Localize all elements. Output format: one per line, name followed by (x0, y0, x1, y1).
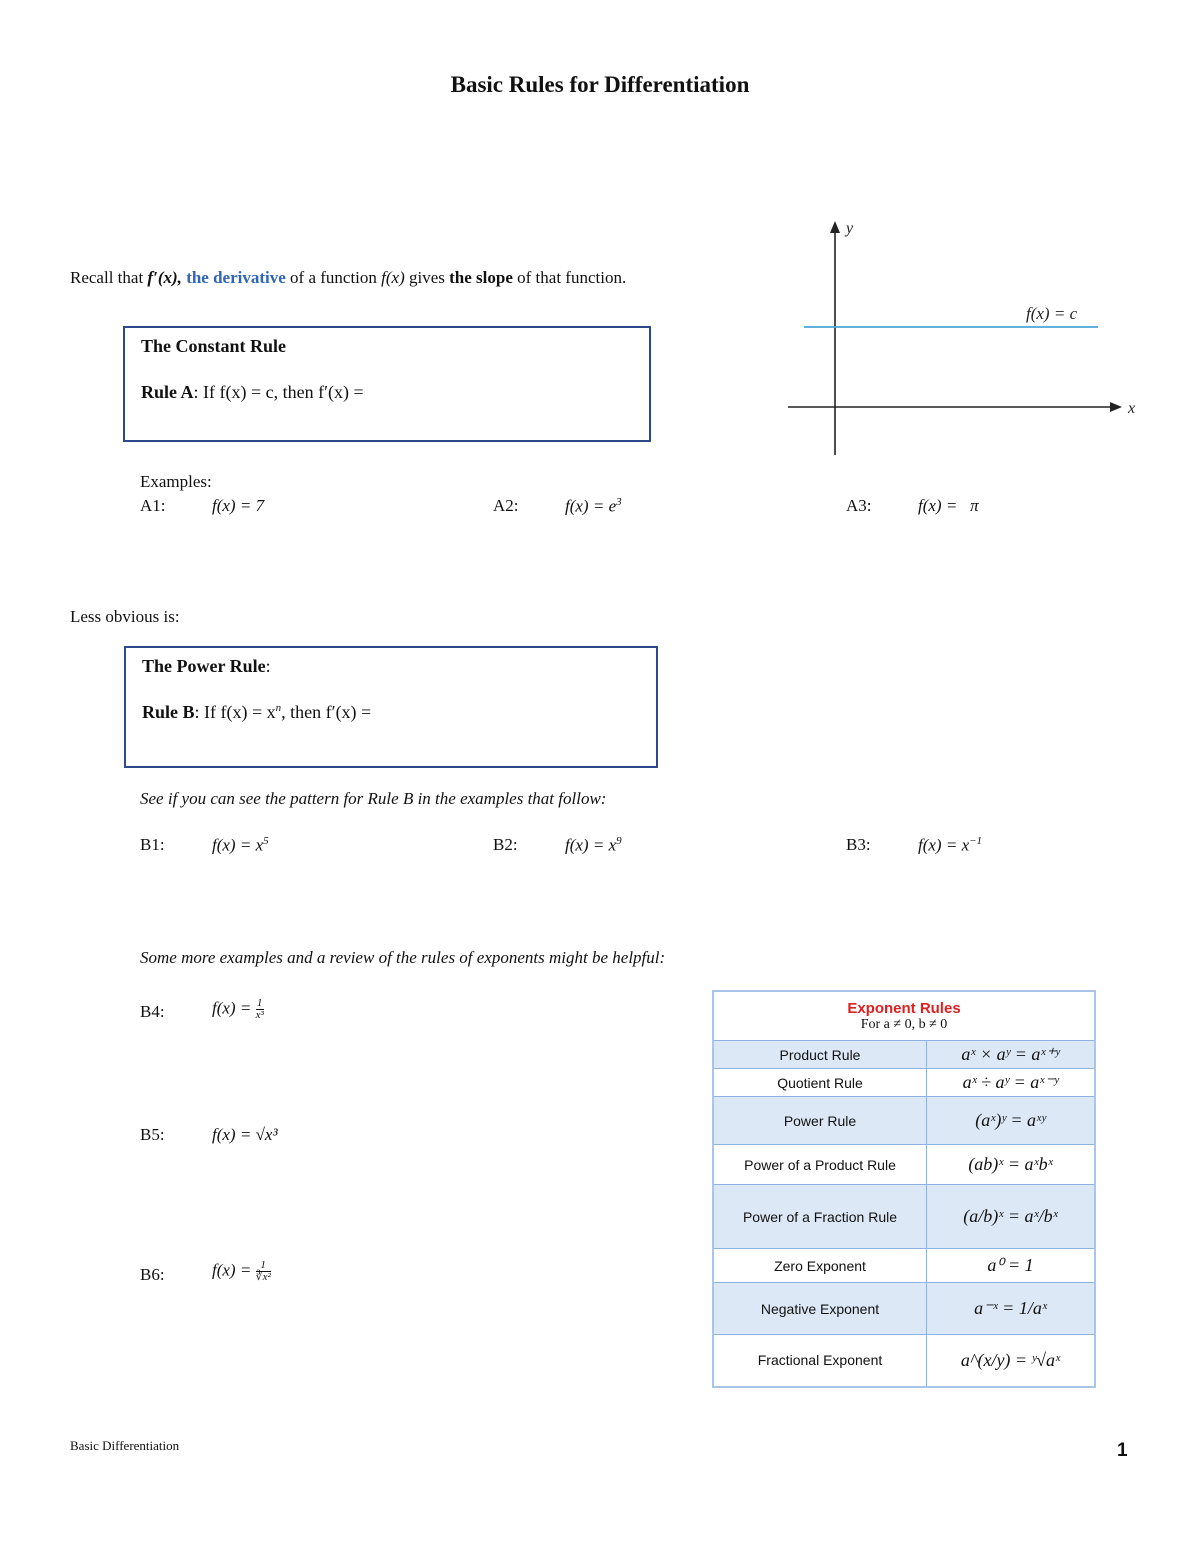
example-b2-expr: f(x) = x (565, 835, 617, 855)
example-b2-id: B2: (493, 835, 518, 854)
pattern-note: See if you can see the pattern for Rule B in the examples that follow: (140, 789, 607, 808)
constant-rule-heading: The Constant Rule (141, 336, 287, 356)
example-a1-id: A1: (140, 496, 166, 515)
example-b6-denominator: ∛x² (255, 1271, 271, 1283)
example-b1-expr: f(x) = x (212, 835, 264, 855)
constant-rule-body (141, 382, 364, 403)
less-obvious-text: Less obvious is: (70, 607, 180, 626)
footer-left: Basic Differentiation (70, 1438, 180, 1453)
example-b4 (212, 998, 264, 1021)
table-row (713, 1069, 1095, 1097)
examples-label: Examples: (140, 472, 212, 491)
power-rule-heading (142, 656, 271, 677)
rule-name: Quotient Rule (713, 1069, 927, 1097)
rule-name: Power Rule (713, 1097, 927, 1145)
exponent-rules-header-row (713, 991, 1095, 1041)
table-row (713, 1145, 1095, 1185)
example-b3-expr: f(x) = x (918, 835, 970, 855)
example-b3 (918, 835, 982, 856)
power-rule-heading-colon: : (265, 656, 271, 676)
rule-a-label: Rule A (141, 382, 194, 402)
example-b6 (212, 1260, 271, 1283)
example-b3-sup: −1 (969, 835, 983, 847)
rule-name: Product Rule (713, 1041, 927, 1069)
table-row (713, 1041, 1095, 1069)
rule-formula: (aˣ)ʸ = aˣʸ (927, 1097, 1096, 1145)
example-b2 (565, 835, 622, 856)
example-a1-expr: f(x) = 7 (212, 496, 265, 515)
constant-rule-box (123, 326, 651, 442)
example-b4-denominator: x³ (255, 1009, 264, 1021)
example-b5-id: B5: (140, 1125, 165, 1144)
example-b4-fraction (256, 998, 264, 1021)
intro-fprime: f′(x), (147, 268, 182, 287)
intro-fx: f(x) (381, 268, 405, 287)
example-b6-numerator: 1 (256, 1260, 271, 1272)
exponent-rules-subtitle: For a ≠ 0, b ≠ 0 (860, 1016, 948, 1032)
example-b4-id: B4: (140, 1002, 165, 1021)
power-rule-body (142, 702, 371, 723)
table-row (713, 1185, 1095, 1249)
exponent-rules-title: Exponent Rules (847, 999, 961, 1017)
example-b4-numerator: 1 (256, 997, 263, 1009)
intro-of-that-function: of that function. (517, 268, 627, 287)
rule-name: Power of a Fraction Rule (713, 1185, 927, 1249)
rule-formula: aˣ × aʸ = aˣ⁺ʸ (927, 1041, 1096, 1069)
rule-formula: (ab)ˣ = aˣbˣ (927, 1145, 1096, 1185)
example-b1-id: B1: (140, 835, 165, 854)
rule-a-text: : If f(x) = c, then f′(x) = (193, 382, 364, 402)
table-row (713, 1249, 1095, 1283)
page-title: Basic Rules for Differentiation (450, 72, 750, 97)
example-a2-expr: f(x) = e (565, 496, 617, 516)
rule-formula: a^(x/y) = ʸ√aˣ (927, 1335, 1096, 1387)
example-a2-sup: 3 (616, 496, 622, 508)
rule-name: Fractional Exponent (713, 1335, 927, 1387)
exponent-rules-table (712, 990, 1096, 1388)
table-row (713, 1283, 1095, 1335)
more-examples-note: Some more examples and a review of the rules of exponents might be helpful: (140, 948, 666, 967)
power-rule-heading-text: The Power Rule (142, 656, 266, 676)
rule-formula: aˣ ÷ aʸ = aˣ⁻ʸ (927, 1069, 1096, 1097)
example-b1 (212, 835, 269, 856)
intro-sentence (70, 268, 626, 288)
constant-function-graph (780, 215, 1150, 460)
y-axis-label: y (846, 220, 854, 237)
rule-b-sup: n (275, 702, 282, 714)
example-b2-sup: 9 (616, 835, 622, 847)
intro-the-slope: the slope (449, 268, 513, 287)
example-b5-expr: f(x) = √x³ (212, 1125, 278, 1144)
x-axis-arrow (1110, 402, 1122, 412)
rule-formula: (a/b)ˣ = aˣ/bˣ (927, 1185, 1096, 1249)
rule-name: Power of a Product Rule (713, 1145, 927, 1185)
example-b1-sup: 5 (263, 835, 269, 847)
y-axis-arrow (830, 221, 840, 233)
example-a3-id: A3: (846, 496, 872, 515)
example-b4-expr: f(x) = (212, 998, 252, 1018)
intro-of-a-function: of a function (290, 268, 377, 287)
rule-b-text-post: , then f′(x) = (281, 702, 372, 722)
table-row (713, 1097, 1095, 1145)
intro-gives: gives (409, 268, 445, 287)
example-a2 (565, 496, 622, 517)
page-number: 1 (1117, 1440, 1128, 1461)
example-b6-fraction (256, 1260, 271, 1283)
table-row (713, 1335, 1095, 1387)
example-b6-expr: f(x) = (212, 1260, 252, 1280)
x-axis-label: x (1128, 400, 1136, 417)
rule-formula: a⁰ = 1 (927, 1249, 1096, 1283)
example-a2-id: A2: (493, 496, 519, 515)
exponent-rules-header (713, 991, 1095, 1041)
rule-b-label: Rule B (142, 702, 195, 722)
example-b3-id: B3: (846, 835, 871, 854)
intro-recall: Recall that (70, 268, 144, 287)
example-b6-id: B6: (140, 1265, 165, 1284)
rule-formula: a⁻ˣ = 1/aˣ (927, 1283, 1096, 1335)
function-label: f(x) = c (1026, 304, 1078, 323)
example-a3-expr: f(x) = π (918, 496, 979, 515)
intro-the-derivative: the derivative (186, 268, 286, 287)
power-rule-box (124, 646, 658, 768)
rule-name: Negative Exponent (713, 1283, 927, 1335)
rule-b-text-pre: : If f(x) = x (194, 702, 276, 722)
rule-name: Zero Exponent (713, 1249, 927, 1283)
